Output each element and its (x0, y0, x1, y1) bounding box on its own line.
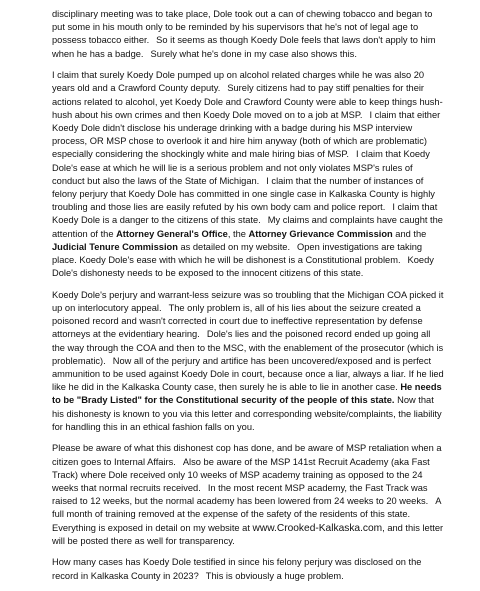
text-run: How many cases has Koedy Dole testified in since his felony perjury was disclosed on the record in Kalkaska County in 2023? (52, 557, 422, 581)
website-url: www.Crooked-Kalkaska.com (252, 522, 383, 534)
text-run: Koedy Dole's perjury and warrant-less seizure was so troubling that the Michigan COA picked it up on interlocutory appeal. (52, 289, 444, 314)
text-run: My claims and complaints have caught the attention of the (52, 215, 443, 239)
bold-text: Attorney Grievance Commission (248, 228, 393, 239)
text-run: I claim that Koedy Dole's ease at which he will lie is a serious problem and not only violates MSP's rules of conduct but also the laws of the State of Michigan. (52, 149, 430, 186)
text-run: I claim that either Koedy Dole didn't disclose his underage drinking with a badge during his MSP interview process, OR MSP chose to overlook it and hire him anyway (both of which are problematic) especially considering the shockingly white and male hiring bias of MSP. (52, 109, 441, 160)
text-run: as detailed on my website. (177, 241, 291, 252)
paragraph (52, 69, 444, 280)
text-run: This is obviously a huge problem. (205, 570, 344, 581)
text-run: Surely citizens had to pay stiff penalties for their actions related to alcohol, yet Koedy Dole and Crawford County were able to keep things hush-hush about his own crimes and then Koedy Dole moved on to a job at MSP. (52, 83, 443, 120)
paragraph (52, 442, 444, 548)
text-run: I claim that Koedy Dole is a danger to the citizens of this state. (52, 202, 438, 226)
text-run: The only problem is, all of his lies about the seizure created a poisoned record and wasn't corrected in court due to ineffective representation by defense attorneys at the evidentiary hearing. (52, 303, 423, 340)
bold-text: Attorney General's Office (116, 228, 228, 239)
text-run: In the most recent MSP academy, the Fast Track was raised to 12 weeks, but the normal academy has been lowered from 24 weeks to 20 weeks. (52, 483, 429, 507)
paragraph (52, 8, 444, 61)
text-run: Now all of the perjury and artifice has been uncovered/exposed and is perfect ammunition to be used against Koedy Dole in court, because once a liar, always a liar. If he lied like he did in the Kalkaska County case, then surely he is able to lie in another case. (52, 355, 444, 393)
text-run: A full month of training removed at the expense of the safety of the residents of this state. Everything is exposed in detail on my website at (52, 496, 441, 533)
bold-text: He needs to be "Brady Listed" for the Constitutional security of the people of this state. (52, 382, 442, 406)
text-run: Also be aware of the MSP 141st Recruit Academy (aka Fast Track) where Dole received only 10 weeks of MSP academy training as opposed to the 24 weeks that normal recruits received. (52, 456, 430, 494)
text-run: So it seems as though Koedy Dole feels that laws don't apply to him when he has a badge. (52, 35, 436, 59)
text-run: and the (392, 228, 427, 239)
text-run: Open investigations are taking place. Koedy Dole's ease with which he will be dishonest is a Constitutional problem. (52, 241, 423, 266)
text-run: Please be aware of what this dishonest cop has done, and be aware of MSP retaliation when a citizen goes to Internal Affairs. (52, 443, 442, 467)
text-run: Koedy Dole's dishonesty needs to be exposed to the innocent citizens of this state. (52, 255, 434, 279)
text-run: Dole's lies and the poisoned record ended up going all the way through the COA and then to the MSC, with the enablement of the prosecutor (which is problematic). (52, 329, 444, 366)
text-run: , the (227, 228, 249, 239)
bold-text: Judicial Tenure Commission (52, 241, 178, 252)
text-run: , and this letter will be posted there as well for transparency. (52, 522, 444, 546)
paragraph (52, 556, 444, 582)
text-run: I claim that the number of instances of felony perjury that Koedy Dole has committed in one single case in Kalkaska County is highly troubling and those lies are easily refuted by his own body cam and police report. (52, 175, 435, 213)
paragraph (52, 289, 444, 434)
text-run: Now that his dishonesty is known to you via this letter and corresponding website/complaints, the liability for handling this in an ethical fashion falls on you. (52, 395, 442, 432)
text-run: disciplinary meeting was to take place, Dole took out a can of chewing tobacco and began to put some in his mouth only to be reminded by his supervisors that he's not of legal age to possess tobacco either. (52, 9, 433, 46)
text-run: I claim that surely Koedy Dole pumped up on alcohol related charges while he was also 20 years old and a Crawford County deputy. (52, 70, 425, 94)
document-body (52, 8, 444, 591)
text-run: Surely what he's done in my case also shows this. (150, 48, 357, 59)
